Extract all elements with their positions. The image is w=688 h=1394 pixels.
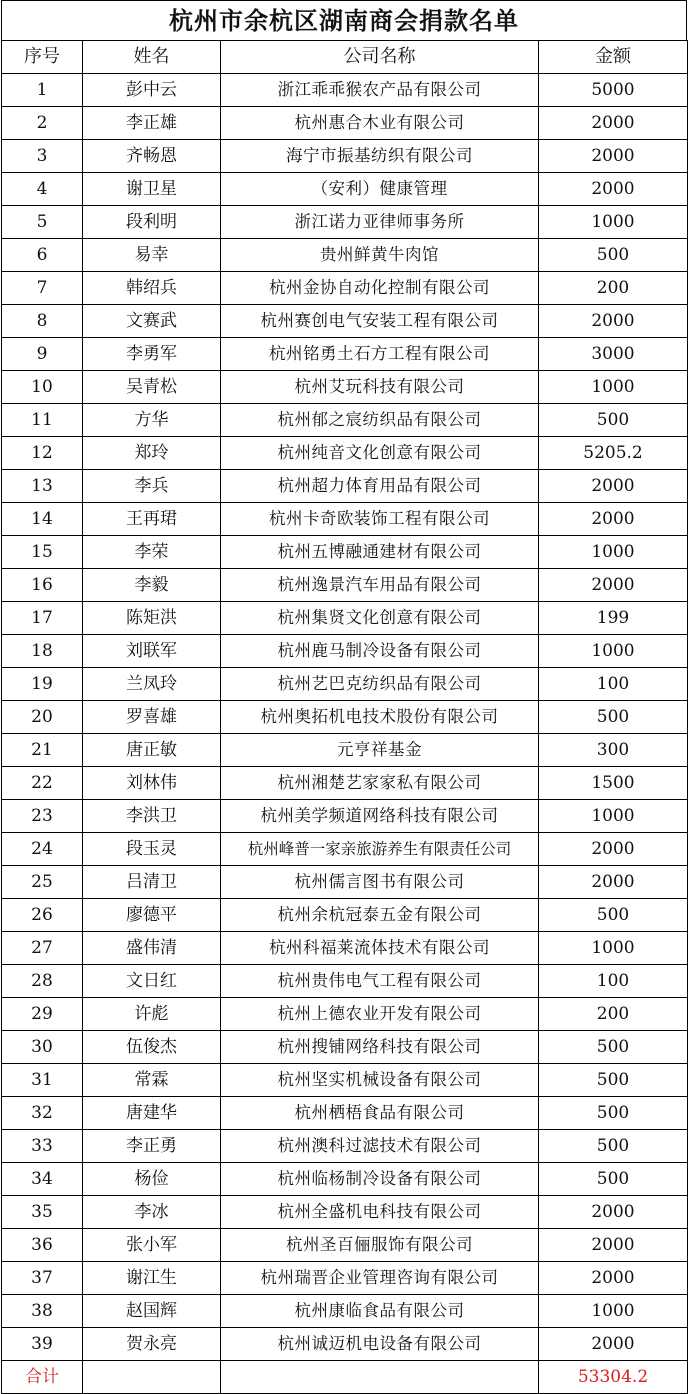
row-amount: 500: [539, 1097, 688, 1130]
row-index: 7: [2, 272, 83, 305]
row-company: 杭州铭勇土石方工程有限公司: [221, 338, 539, 371]
table-row: [2, 569, 688, 602]
row-company: （安利）健康管理: [221, 173, 539, 206]
row-company: 杭州坚实机械设备有限公司: [221, 1064, 539, 1097]
row-amount: 500: [539, 1130, 688, 1163]
row-company: 杭州纯音文化创意有限公司: [221, 437, 539, 470]
row-index: 21: [2, 734, 83, 767]
row-company: 杭州卡奇欧装饰工程有限公司: [221, 503, 539, 536]
row-company: 杭州艾玩科技有限公司: [221, 371, 539, 404]
row-name: 贺永亮: [83, 1328, 221, 1361]
row-amount: 1000: [539, 536, 688, 569]
row-amount: 1500: [539, 767, 688, 800]
table-row: [2, 734, 688, 767]
row-name: 郑玲: [83, 437, 221, 470]
header-company: 公司名称: [221, 41, 539, 74]
table-row: [2, 800, 688, 833]
row-name: 陈矩洪: [83, 602, 221, 635]
table-row: [2, 107, 688, 140]
row-amount: 500: [539, 1163, 688, 1196]
row-index: 13: [2, 470, 83, 503]
table-row: [2, 140, 688, 173]
row-index: 16: [2, 569, 83, 602]
row-name: 吕清卫: [83, 866, 221, 899]
row-name: 伍俊杰: [83, 1031, 221, 1064]
table-row: [2, 602, 688, 635]
row-name: 方华: [83, 404, 221, 437]
row-amount: 2000: [539, 833, 688, 866]
table-row: [2, 701, 688, 734]
row-name: 段玉灵: [83, 833, 221, 866]
row-index: 27: [2, 932, 83, 965]
row-name: 唐建华: [83, 1097, 221, 1130]
row-index: 29: [2, 998, 83, 1031]
row-index: 15: [2, 536, 83, 569]
row-index: 34: [2, 1163, 83, 1196]
row-name: 罗喜雄: [83, 701, 221, 734]
row-index: 26: [2, 899, 83, 932]
table-row: [2, 272, 688, 305]
table-row: [2, 338, 688, 371]
row-name: 李洪卫: [83, 800, 221, 833]
row-name: 盛伟清: [83, 932, 221, 965]
row-amount: 1000: [539, 371, 688, 404]
row-company: 杭州美学频道网络科技有限公司: [221, 800, 539, 833]
row-index: 39: [2, 1328, 83, 1361]
row-company: 杭州上德农业开发有限公司: [221, 998, 539, 1031]
row-company: 浙江乖乖猴农产品有限公司: [221, 74, 539, 107]
row-company: 杭州惠合木业有限公司: [221, 107, 539, 140]
row-company: 杭州奥拓机电技术股份有限公司: [221, 701, 539, 734]
row-index: 28: [2, 965, 83, 998]
row-company: 杭州澳科过滤技术有限公司: [221, 1130, 539, 1163]
table-row: [2, 1097, 688, 1130]
row-amount: 2000: [539, 569, 688, 602]
row-name: 许彪: [83, 998, 221, 1031]
row-amount: 1000: [539, 800, 688, 833]
row-name: 谢江生: [83, 1262, 221, 1295]
row-amount: 500: [539, 899, 688, 932]
row-amount: 100: [539, 668, 688, 701]
row-name: 李荣: [83, 536, 221, 569]
table-row: [2, 1295, 688, 1328]
row-amount: 2000: [539, 173, 688, 206]
row-name: 谢卫星: [83, 173, 221, 206]
donation-table: [1, 40, 688, 1394]
table-row: [2, 932, 688, 965]
row-index: 22: [2, 767, 83, 800]
row-company: 杭州儒言图书有限公司: [221, 866, 539, 899]
table-row: [2, 866, 688, 899]
table-row: [2, 1031, 688, 1064]
table-row: [2, 536, 688, 569]
table-row: [2, 668, 688, 701]
row-name: 文赛武: [83, 305, 221, 338]
row-amount: 2000: [539, 1196, 688, 1229]
row-amount: 2000: [539, 470, 688, 503]
table-row: [2, 1163, 688, 1196]
table-row: [2, 1130, 688, 1163]
table-row: [2, 305, 688, 338]
header-name: 姓名: [83, 41, 221, 74]
total-row: [2, 1361, 688, 1394]
row-index: 14: [2, 503, 83, 536]
row-index: 32: [2, 1097, 83, 1130]
row-company: 杭州余杭冠泰五金有限公司: [221, 899, 539, 932]
row-company: 杭州湘楚艺家家私有限公司: [221, 767, 539, 800]
row-name: 文日红: [83, 965, 221, 998]
table-row: [2, 1328, 688, 1361]
row-company: 杭州贵伟电气工程有限公司: [221, 965, 539, 998]
row-index: 20: [2, 701, 83, 734]
row-amount: 1000: [539, 1295, 688, 1328]
row-index: 35: [2, 1196, 83, 1229]
row-name: 韩绍兵: [83, 272, 221, 305]
table-row: [2, 1229, 688, 1262]
row-name: 廖德平: [83, 899, 221, 932]
row-name: 常霖: [83, 1064, 221, 1097]
row-index: 37: [2, 1262, 83, 1295]
row-company: 杭州艺巴克纺织品有限公司: [221, 668, 539, 701]
row-company: 杭州超力体育用品有限公司: [221, 470, 539, 503]
row-company: 杭州临杨制冷设备有限公司: [221, 1163, 539, 1196]
row-index: 5: [2, 206, 83, 239]
row-company: 杭州金协自动化控制有限公司: [221, 272, 539, 305]
table-row: [2, 239, 688, 272]
table-row: [2, 767, 688, 800]
row-index: 31: [2, 1064, 83, 1097]
table-row: [2, 899, 688, 932]
row-index: 12: [2, 437, 83, 470]
row-amount: 500: [539, 1064, 688, 1097]
row-index: 6: [2, 239, 83, 272]
row-company: 杭州集贤文化创意有限公司: [221, 602, 539, 635]
total-empty-name: [83, 1361, 221, 1394]
table-row: [2, 1064, 688, 1097]
table-row: [2, 404, 688, 437]
row-amount: 500: [539, 701, 688, 734]
table-row: [2, 173, 688, 206]
row-index: 11: [2, 404, 83, 437]
row-amount: 1000: [539, 635, 688, 668]
row-index: 19: [2, 668, 83, 701]
row-company: 杭州栖梧食品有限公司: [221, 1097, 539, 1130]
row-name: 段利明: [83, 206, 221, 239]
row-index: 1: [2, 74, 83, 107]
row-name: 彭中云: [83, 74, 221, 107]
row-name: 刘联军: [83, 635, 221, 668]
row-company: 杭州赛创电气安装工程有限公司: [221, 305, 539, 338]
row-company: 杭州五博融通建材有限公司: [221, 536, 539, 569]
row-name: 李毅: [83, 569, 221, 602]
table-row: [2, 371, 688, 404]
table-row: [2, 503, 688, 536]
table-row: [2, 1262, 688, 1295]
row-company: 杭州瑞晋企业管理咨询有限公司: [221, 1262, 539, 1295]
row-index: 9: [2, 338, 83, 371]
row-name: 易幸: [83, 239, 221, 272]
row-name: 王再珺: [83, 503, 221, 536]
table-row: [2, 1196, 688, 1229]
row-amount: 2000: [539, 140, 688, 173]
row-amount: 100: [539, 965, 688, 998]
row-name: 赵国辉: [83, 1295, 221, 1328]
row-name: 齐畅恩: [83, 140, 221, 173]
table-row: [2, 998, 688, 1031]
total-empty-company: [221, 1361, 539, 1394]
row-amount: 1000: [539, 932, 688, 965]
table-row: [2, 470, 688, 503]
table-row: [2, 833, 688, 866]
total-label: 合计: [2, 1361, 83, 1394]
row-amount: 2000: [539, 1262, 688, 1295]
row-name: 李兵: [83, 470, 221, 503]
row-index: 38: [2, 1295, 83, 1328]
row-company: 杭州全盛机电科技有限公司: [221, 1196, 539, 1229]
table-row: [2, 437, 688, 470]
header-index: 序号: [2, 41, 83, 74]
row-index: 24: [2, 833, 83, 866]
row-index: 25: [2, 866, 83, 899]
row-name: 兰凤玲: [83, 668, 221, 701]
row-index: 30: [2, 1031, 83, 1064]
row-amount: 2000: [539, 305, 688, 338]
row-company: 杭州峰普一家亲旅游养生有限责任公司: [221, 833, 539, 866]
row-company: 杭州康临食品有限公司: [221, 1295, 539, 1328]
row-amount: 2000: [539, 1229, 688, 1262]
row-amount: 2000: [539, 503, 688, 536]
row-company: 杭州科福莱流体技术有限公司: [221, 932, 539, 965]
row-company: 浙江诺力亚律师事务所: [221, 206, 539, 239]
row-index: 17: [2, 602, 83, 635]
header-amount: 金额: [539, 41, 688, 74]
row-name: 李勇军: [83, 338, 221, 371]
row-index: 8: [2, 305, 83, 338]
row-amount: 5205.2: [539, 437, 688, 470]
row-name: 李冰: [83, 1196, 221, 1229]
row-company: 海宁市振基纺织有限公司: [221, 140, 539, 173]
sheet-title: 杭州市余杭区湖南商会捐款名单: [1, 0, 687, 40]
row-amount: 2000: [539, 866, 688, 899]
total-amount: 53304.2: [539, 1361, 688, 1394]
row-amount: 2000: [539, 107, 688, 140]
table-row: [2, 635, 688, 668]
row-amount: 5000: [539, 74, 688, 107]
row-index: 18: [2, 635, 83, 668]
row-company: 贵州鲜黄牛肉馆: [221, 239, 539, 272]
row-company: 杭州圣百俪服饰有限公司: [221, 1229, 539, 1262]
row-amount: 1000: [539, 206, 688, 239]
row-name: 张小军: [83, 1229, 221, 1262]
row-amount: 500: [539, 239, 688, 272]
row-index: 4: [2, 173, 83, 206]
table-row: [2, 74, 688, 107]
table-row: [2, 206, 688, 239]
row-amount: 500: [539, 1031, 688, 1064]
row-index: 36: [2, 1229, 83, 1262]
row-name: 吴青松: [83, 371, 221, 404]
row-index: 23: [2, 800, 83, 833]
row-amount: 3000: [539, 338, 688, 371]
row-company: 元亨祥基金: [221, 734, 539, 767]
row-amount: 200: [539, 998, 688, 1031]
row-index: 3: [2, 140, 83, 173]
row-name: 刘林伟: [83, 767, 221, 800]
row-name: 李正雄: [83, 107, 221, 140]
row-company: 杭州逸景汽车用品有限公司: [221, 569, 539, 602]
row-name: 杨俭: [83, 1163, 221, 1196]
row-company: 杭州搜铺网络科技有限公司: [221, 1031, 539, 1064]
row-name: 唐正敏: [83, 734, 221, 767]
row-index: 2: [2, 107, 83, 140]
donation-sheet: [1, 0, 687, 1394]
row-amount: 199: [539, 602, 688, 635]
row-amount: 300: [539, 734, 688, 767]
row-index: 33: [2, 1130, 83, 1163]
row-company: 杭州鹿马制冷设备有限公司: [221, 635, 539, 668]
row-company: 杭州郁之宸纺织品有限公司: [221, 404, 539, 437]
table-header-row: [2, 41, 688, 74]
row-name: 李正勇: [83, 1130, 221, 1163]
table-row: [2, 965, 688, 998]
row-index: 10: [2, 371, 83, 404]
row-amount: 500: [539, 404, 688, 437]
row-amount: 2000: [539, 1328, 688, 1361]
row-company: 杭州诚迈机电设备有限公司: [221, 1328, 539, 1361]
row-amount: 200: [539, 272, 688, 305]
